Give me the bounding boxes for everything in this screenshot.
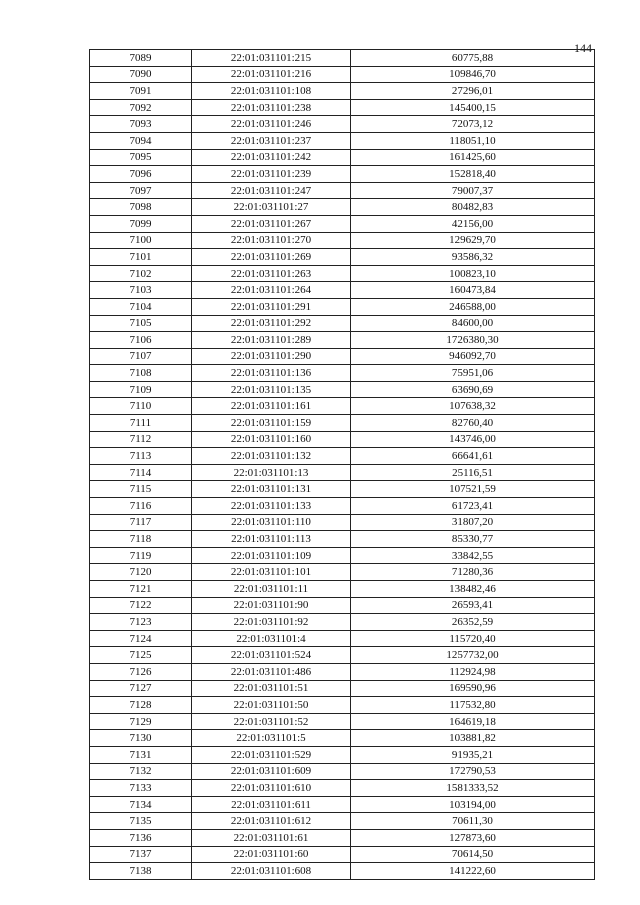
cadastral-number-cell: 22:01:031101:237 [192,132,351,149]
cadastral-value-cell: 164619,18 [351,713,595,730]
row-number-cell: 7132 [90,763,192,780]
row-number-cell: 7114 [90,464,192,481]
page-number: 144 [574,41,592,55]
cadastral-value-cell: 70611,30 [351,813,595,830]
cadastral-value-cell: 66641,61 [351,448,595,465]
row-number-cell: 7106 [90,332,192,349]
cadastral-value-cell: 145400,15 [351,99,595,116]
cadastral-value-cell: 72073,12 [351,116,595,133]
table-row [90,829,595,846]
row-number-cell: 7118 [90,531,192,548]
row-number-cell: 7109 [90,381,192,398]
cadastral-value-cell: 82760,40 [351,415,595,432]
row-number-cell: 7113 [90,448,192,465]
cadastral-number-cell: 22:01:031101:267 [192,215,351,232]
row-number-cell: 7103 [90,282,192,299]
cadastral-number-cell: 22:01:031101:263 [192,265,351,282]
cadastral-number-cell: 22:01:031101:51 [192,680,351,697]
cadastral-value-cell: 103881,82 [351,730,595,747]
cadastral-number-cell: 22:01:031101:27 [192,199,351,216]
table-row [90,182,595,199]
cadastral-value-cell: 161425,60 [351,149,595,166]
row-number-cell: 7129 [90,713,192,730]
table-row [90,564,595,581]
table-row [90,663,595,680]
cadastral-number-cell: 22:01:031101:159 [192,415,351,432]
row-number-cell: 7126 [90,663,192,680]
table-row [90,498,595,515]
table-row [90,99,595,116]
cadastral-number-cell: 22:01:031101:609 [192,763,351,780]
cadastral-number-cell: 22:01:031101:216 [192,66,351,83]
cadastral-value-cell: 1257732,00 [351,647,595,664]
table-row [90,531,595,548]
cadastral-number-cell: 22:01:031101:136 [192,365,351,382]
row-number-cell: 7096 [90,166,192,183]
table-row [90,547,595,564]
row-number-cell: 7121 [90,581,192,598]
row-number-cell: 7104 [90,298,192,315]
row-number-cell: 7093 [90,116,192,133]
row-number-cell: 7091 [90,83,192,100]
table-row [90,796,595,813]
cadastral-value-cell: 33842,55 [351,547,595,564]
cadastral-value-cell: 141222,60 [351,863,595,880]
cadastral-value-cell: 75951,06 [351,365,595,382]
table-row [90,149,595,166]
table-row [90,365,595,382]
cadastral-number-cell: 22:01:031101:246 [192,116,351,133]
cadastral-number-cell: 22:01:031101:101 [192,564,351,581]
cadastral-number-cell: 22:01:031101:13 [192,464,351,481]
row-number-cell: 7124 [90,630,192,647]
cadastral-number-cell: 22:01:031101:160 [192,431,351,448]
table-row [90,199,595,216]
row-number-cell: 7131 [90,746,192,763]
table-row [90,464,595,481]
cadastral-value-cell: 129629,70 [351,232,595,249]
table-row [90,398,595,415]
cadastral-number-cell: 22:01:031101:292 [192,315,351,332]
cadastral-number-cell: 22:01:031101:92 [192,614,351,631]
table-row [90,780,595,797]
cadastral-number-cell: 22:01:031101:215 [192,50,351,67]
table-row [90,415,595,432]
cadastral-value-cell: 152818,40 [351,166,595,183]
row-number-cell: 7098 [90,199,192,216]
row-number-cell: 7112 [90,431,192,448]
table-row [90,647,595,664]
cadastral-number-cell: 22:01:031101:611 [192,796,351,813]
cadastral-value-cell: 27296,01 [351,83,595,100]
cadastral-value-cell: 42156,00 [351,215,595,232]
cadastral-number-cell: 22:01:031101:109 [192,547,351,564]
table-row [90,315,595,332]
cadastral-value-cell: 118051,10 [351,132,595,149]
table-row [90,116,595,133]
row-number-cell: 7101 [90,249,192,266]
cadastral-value-cell: 117532,80 [351,697,595,714]
table-row [90,265,595,282]
cadastral-number-cell: 22:01:031101:269 [192,249,351,266]
cadastral-number-cell: 22:01:031101:291 [192,298,351,315]
cadastral-number-cell: 22:01:031101:135 [192,381,351,398]
cadastral-number-cell: 22:01:031101:264 [192,282,351,299]
cadastral-number-cell: 22:01:031101:610 [192,780,351,797]
row-number-cell: 7127 [90,680,192,697]
cadastral-value-cell: 60775,88 [351,50,595,67]
table-row [90,863,595,880]
cadastral-value-cell: 160473,84 [351,282,595,299]
cadastral-number-cell: 22:01:031101:529 [192,746,351,763]
row-number-cell: 7138 [90,863,192,880]
cadastral-value-cell: 109846,70 [351,66,595,83]
table-row [90,448,595,465]
cadastral-number-cell: 22:01:031101:90 [192,597,351,614]
row-number-cell: 7108 [90,365,192,382]
table-row [90,846,595,863]
row-number-cell: 7094 [90,132,192,149]
cadastral-number-cell: 22:01:031101:161 [192,398,351,415]
row-number-cell: 7116 [90,498,192,515]
cadastral-value-cell: 169590,96 [351,680,595,697]
row-number-cell: 7092 [90,99,192,116]
cadastral-number-cell: 22:01:031101:608 [192,863,351,880]
cadastral-value-cell: 100823,10 [351,265,595,282]
table-row [90,813,595,830]
cadastral-value-cell: 80482,83 [351,199,595,216]
table-row [90,50,595,67]
cadastral-value-cell: 246588,00 [351,298,595,315]
table-row [90,763,595,780]
row-number-cell: 7130 [90,730,192,747]
table-row [90,431,595,448]
cadastral-value-cell: 31807,20 [351,514,595,531]
cadastral-value-cell: 103194,00 [351,796,595,813]
cadastral-number-cell: 22:01:031101:290 [192,348,351,365]
cadastral-value-cell: 127873,60 [351,829,595,846]
table-row [90,282,595,299]
cadastral-number-cell: 22:01:031101:289 [192,332,351,349]
table-row [90,232,595,249]
table-row [90,481,595,498]
table-row [90,713,595,730]
cadastral-number-cell: 22:01:031101:113 [192,531,351,548]
table-row [90,597,595,614]
row-number-cell: 7107 [90,348,192,365]
table-row [90,630,595,647]
table-row [90,215,595,232]
row-number-cell: 7117 [90,514,192,531]
row-number-cell: 7137 [90,846,192,863]
table-row [90,348,595,365]
cadastral-number-cell: 22:01:031101:108 [192,83,351,100]
cadastral-number-cell: 22:01:031101:131 [192,481,351,498]
table-row [90,332,595,349]
row-number-cell: 7128 [90,697,192,714]
row-number-cell: 7120 [90,564,192,581]
row-number-cell: 7090 [90,66,192,83]
table-row [90,166,595,183]
cadastral-value-cell: 91935,21 [351,746,595,763]
row-number-cell: 7134 [90,796,192,813]
table-row [90,514,595,531]
cadastral-number-cell: 22:01:031101:52 [192,713,351,730]
cadastral-value-cell: 138482,46 [351,581,595,598]
cadastral-value-cell: 107638,32 [351,398,595,415]
cadastral-number-cell: 22:01:031101:247 [192,182,351,199]
cadastral-value-cell: 85330,77 [351,531,595,548]
cadastral-value-cell: 71280,36 [351,564,595,581]
table-row [90,614,595,631]
cadastral-number-cell: 22:01:031101:612 [192,813,351,830]
table-row [90,581,595,598]
cadastral-value-table [89,49,595,880]
cadastral-value-cell: 143746,00 [351,431,595,448]
table-row [90,298,595,315]
cadastral-number-cell: 22:01:031101:132 [192,448,351,465]
row-number-cell: 7089 [90,50,192,67]
cadastral-value-cell: 93586,32 [351,249,595,266]
table-row [90,249,595,266]
cadastral-value-cell: 946092,70 [351,348,595,365]
cadastral-value-cell: 63690,69 [351,381,595,398]
row-number-cell: 7110 [90,398,192,415]
cadastral-number-cell: 22:01:031101:524 [192,647,351,664]
cadastral-value-cell: 79007,37 [351,182,595,199]
cadastral-value-cell: 1581333,52 [351,780,595,797]
cadastral-value-cell: 25116,51 [351,464,595,481]
table-row [90,66,595,83]
cadastral-value-cell: 1726380,30 [351,332,595,349]
row-number-cell: 7122 [90,597,192,614]
cadastral-number-cell: 22:01:031101:238 [192,99,351,116]
cadastral-number-cell: 22:01:031101:133 [192,498,351,515]
row-number-cell: 7111 [90,415,192,432]
row-number-cell: 7125 [90,647,192,664]
cadastral-number-cell: 22:01:031101:242 [192,149,351,166]
cadastral-value-cell: 84600,00 [351,315,595,332]
table-row [90,697,595,714]
row-number-cell: 7115 [90,481,192,498]
cadastral-number-cell: 22:01:031101:60 [192,846,351,863]
cadastral-number-cell: 22:01:031101:61 [192,829,351,846]
table-body [90,50,595,880]
table-row [90,381,595,398]
row-number-cell: 7135 [90,813,192,830]
row-number-cell: 7105 [90,315,192,332]
cadastral-value-cell: 61723,41 [351,498,595,515]
row-number-cell: 7097 [90,182,192,199]
cadastral-value-cell: 115720,40 [351,630,595,647]
cadastral-number-cell: 22:01:031101:11 [192,581,351,598]
cadastral-value-cell: 107521,59 [351,481,595,498]
cadastral-number-cell: 22:01:031101:4 [192,630,351,647]
cadastral-number-cell: 22:01:031101:239 [192,166,351,183]
cadastral-number-cell: 22:01:031101:50 [192,697,351,714]
row-number-cell: 7119 [90,547,192,564]
table-row [90,132,595,149]
row-number-cell: 7095 [90,149,192,166]
table-row [90,746,595,763]
row-number-cell: 7133 [90,780,192,797]
cadastral-number-cell: 22:01:031101:486 [192,663,351,680]
cadastral-value-cell: 26593,41 [351,597,595,614]
table-row [90,730,595,747]
table-row [90,680,595,697]
row-number-cell: 7099 [90,215,192,232]
cadastral-number-cell: 22:01:031101:270 [192,232,351,249]
row-number-cell: 7102 [90,265,192,282]
row-number-cell: 7100 [90,232,192,249]
table-row [90,83,595,100]
cadastral-value-cell: 112924,98 [351,663,595,680]
cadastral-value-cell: 70614,50 [351,846,595,863]
cadastral-value-cell: 172790,53 [351,763,595,780]
cadastral-number-cell: 22:01:031101:5 [192,730,351,747]
row-number-cell: 7136 [90,829,192,846]
cadastral-number-cell: 22:01:031101:110 [192,514,351,531]
cadastral-value-cell: 26352,59 [351,614,595,631]
row-number-cell: 7123 [90,614,192,631]
